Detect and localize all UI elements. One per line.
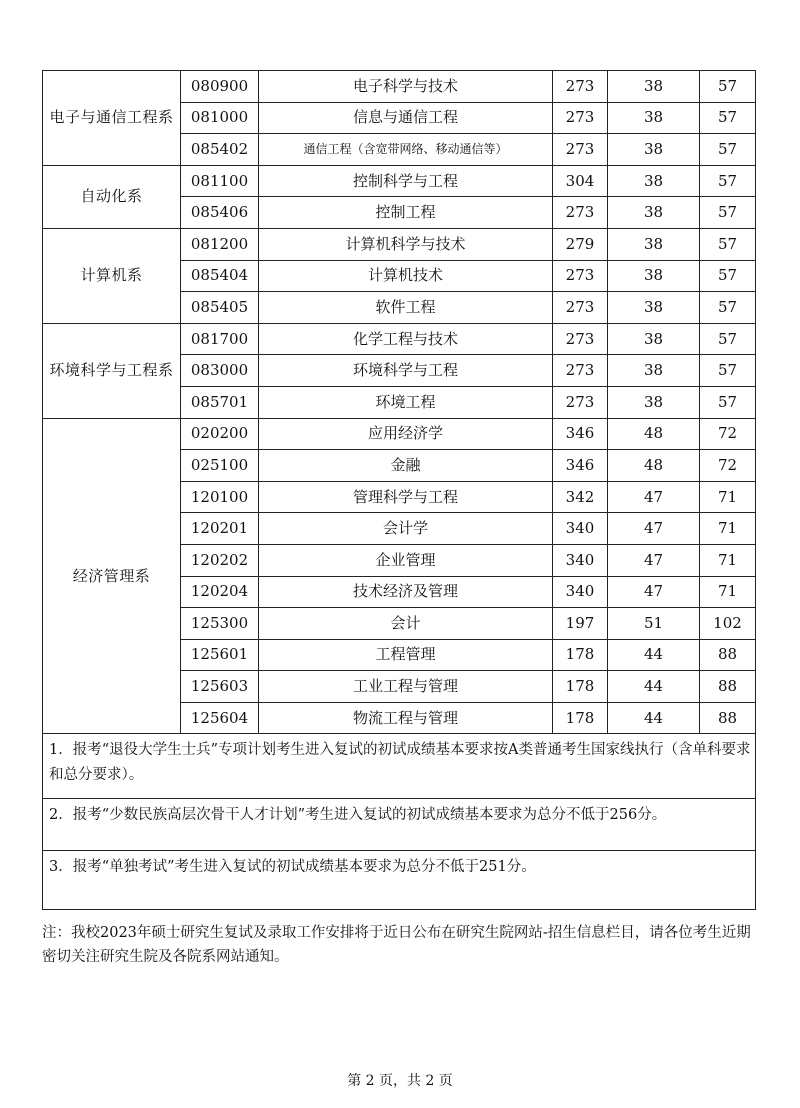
single-subject-over-100-cell: 57 xyxy=(700,323,756,355)
single-subject-over-100-cell: 71 xyxy=(700,513,756,545)
major-name-cell: 电子科学与技术 xyxy=(259,71,553,103)
single-subject-100-cell: 47 xyxy=(608,481,700,513)
major-name-cell: 物流工程与管理 xyxy=(259,702,553,734)
single-subject-over-100-cell: 88 xyxy=(700,671,756,703)
single-subject-100-cell: 38 xyxy=(608,355,700,387)
single-subject-over-100-cell: 72 xyxy=(700,450,756,482)
major-code-cell: 125601 xyxy=(181,639,259,671)
department-cell: 电子与通信工程系 xyxy=(43,71,181,166)
table-row xyxy=(43,323,756,355)
major-code-cell: 125604 xyxy=(181,702,259,734)
single-subject-100-cell: 44 xyxy=(608,671,700,703)
total-score-cell: 340 xyxy=(553,513,608,545)
note-text: 1．报考“退役大学生士兵”专项计划考生进入复试的初试成绩基本要求按A类普通考生国家线执行（含单科要求和总分要求）。 xyxy=(43,734,756,799)
footnote: 注：我校2023年硕士研究生复试及录取工作安排将于近日公布在研究生院网站-招生信息栏目，请各位考生近期密切关注研究生院及各院系网站通知。 xyxy=(42,925,751,965)
total-score-cell: 340 xyxy=(553,576,608,608)
major-code-cell: 083000 xyxy=(181,355,259,387)
major-name-cell: 环境工程 xyxy=(259,386,553,418)
major-name-cell: 软件工程 xyxy=(259,292,553,324)
major-name-cell: 应用经济学 xyxy=(259,418,553,450)
major-code-cell: 020200 xyxy=(181,418,259,450)
department-cell: 经济管理系 xyxy=(43,418,181,734)
total-score-cell: 273 xyxy=(553,386,608,418)
single-subject-100-cell: 48 xyxy=(608,418,700,450)
major-name-cell: 会计 xyxy=(259,608,553,640)
major-code-cell: 081000 xyxy=(181,102,259,134)
major-name-cell: 管理科学与工程 xyxy=(259,481,553,513)
single-subject-over-100-cell: 72 xyxy=(700,418,756,450)
total-score-cell: 304 xyxy=(553,165,608,197)
single-subject-over-100-cell: 88 xyxy=(700,702,756,734)
single-subject-100-cell: 38 xyxy=(608,197,700,229)
total-score-cell: 273 xyxy=(553,292,608,324)
major-code-cell: 120204 xyxy=(181,576,259,608)
major-code-cell: 081100 xyxy=(181,165,259,197)
note-text: 3．报考“单独考试”考生进入复试的初试成绩基本要求为总分不低于251分。 xyxy=(43,851,756,910)
total-score-cell: 178 xyxy=(553,639,608,671)
total-score-cell: 178 xyxy=(553,671,608,703)
total-score-cell: 197 xyxy=(553,608,608,640)
major-code-cell: 120100 xyxy=(181,481,259,513)
major-name-cell: 化学工程与技术 xyxy=(259,323,553,355)
note-text: 2．报考“少数民族高层次骨干人才计划”考生进入复试的初试成绩基本要求为总分不低于256分。 xyxy=(43,799,756,851)
total-score-cell: 273 xyxy=(553,355,608,387)
major-code-cell: 025100 xyxy=(181,450,259,482)
single-subject-over-100-cell: 57 xyxy=(700,260,756,292)
table-row xyxy=(43,228,756,260)
major-code-cell: 085402 xyxy=(181,134,259,166)
major-name-cell: 会计学 xyxy=(259,513,553,545)
major-code-cell: 125300 xyxy=(181,608,259,640)
total-score-cell: 342 xyxy=(553,481,608,513)
single-subject-100-cell: 51 xyxy=(608,608,700,640)
table-row xyxy=(43,418,756,450)
major-name-cell: 金融 xyxy=(259,450,553,482)
department-cell: 计算机系 xyxy=(43,228,181,323)
single-subject-100-cell: 38 xyxy=(608,323,700,355)
total-score-cell: 273 xyxy=(553,134,608,166)
total-score-cell: 346 xyxy=(553,418,608,450)
single-subject-over-100-cell: 57 xyxy=(700,71,756,103)
single-subject-100-cell: 38 xyxy=(608,134,700,166)
single-subject-over-100-cell: 57 xyxy=(700,165,756,197)
total-score-cell: 273 xyxy=(553,323,608,355)
single-subject-100-cell: 47 xyxy=(608,513,700,545)
total-score-cell: 279 xyxy=(553,228,608,260)
major-code-cell: 085405 xyxy=(181,292,259,324)
score-table xyxy=(42,70,756,910)
major-name-cell: 计算机科学与技术 xyxy=(259,228,553,260)
total-score-cell: 346 xyxy=(553,450,608,482)
single-subject-100-cell: 38 xyxy=(608,260,700,292)
single-subject-100-cell: 38 xyxy=(608,386,700,418)
total-score-cell: 273 xyxy=(553,197,608,229)
single-subject-100-cell: 38 xyxy=(608,292,700,324)
single-subject-100-cell: 38 xyxy=(608,228,700,260)
single-subject-100-cell: 38 xyxy=(608,71,700,103)
major-code-cell: 085404 xyxy=(181,260,259,292)
single-subject-100-cell: 38 xyxy=(608,165,700,197)
major-code-cell: 120202 xyxy=(181,544,259,576)
single-subject-over-100-cell: 102 xyxy=(700,608,756,640)
major-code-cell: 120201 xyxy=(181,513,259,545)
single-subject-over-100-cell: 57 xyxy=(700,228,756,260)
single-subject-over-100-cell: 88 xyxy=(700,639,756,671)
single-subject-100-cell: 44 xyxy=(608,639,700,671)
single-subject-over-100-cell: 57 xyxy=(700,355,756,387)
single-subject-100-cell: 47 xyxy=(608,576,700,608)
major-name-cell: 工业工程与管理 xyxy=(259,671,553,703)
note-row xyxy=(43,734,756,799)
page-number: 第 2 页，共 2 页 xyxy=(347,1073,453,1089)
single-subject-over-100-cell: 57 xyxy=(700,102,756,134)
table-body xyxy=(43,71,756,910)
single-subject-100-cell: 47 xyxy=(608,544,700,576)
total-score-cell: 273 xyxy=(553,71,608,103)
single-subject-100-cell: 48 xyxy=(608,450,700,482)
single-subject-over-100-cell: 71 xyxy=(700,481,756,513)
table-row xyxy=(43,71,756,103)
major-code-cell: 085406 xyxy=(181,197,259,229)
single-subject-over-100-cell: 57 xyxy=(700,386,756,418)
major-name-cell: 环境科学与工程 xyxy=(259,355,553,387)
total-score-cell: 340 xyxy=(553,544,608,576)
note-row xyxy=(43,851,756,910)
major-name-cell: 通信工程（含宽带网络、移动通信等） xyxy=(259,134,553,166)
single-subject-over-100-cell: 71 xyxy=(700,544,756,576)
major-code-cell: 125603 xyxy=(181,671,259,703)
table-row xyxy=(43,165,756,197)
total-score-cell: 273 xyxy=(553,102,608,134)
single-subject-over-100-cell: 57 xyxy=(700,197,756,229)
department-cell: 环境科学与工程系 xyxy=(43,323,181,418)
major-code-cell: 080900 xyxy=(181,71,259,103)
total-score-cell: 273 xyxy=(553,260,608,292)
major-name-cell: 技术经济及管理 xyxy=(259,576,553,608)
major-name-cell: 控制工程 xyxy=(259,197,553,229)
single-subject-over-100-cell: 71 xyxy=(700,576,756,608)
single-subject-over-100-cell: 57 xyxy=(700,292,756,324)
major-code-cell: 081200 xyxy=(181,228,259,260)
major-name-cell: 信息与通信工程 xyxy=(259,102,553,134)
department-cell: 自动化系 xyxy=(43,165,181,228)
major-name-cell: 计算机技术 xyxy=(259,260,553,292)
note-row xyxy=(43,799,756,851)
total-score-cell: 178 xyxy=(553,702,608,734)
single-subject-100-cell: 38 xyxy=(608,102,700,134)
major-name-cell: 企业管理 xyxy=(259,544,553,576)
single-subject-100-cell: 44 xyxy=(608,702,700,734)
major-name-cell: 工程管理 xyxy=(259,639,553,671)
major-code-cell: 085701 xyxy=(181,386,259,418)
major-code-cell: 081700 xyxy=(181,323,259,355)
major-name-cell: 控制科学与工程 xyxy=(259,165,553,197)
single-subject-over-100-cell: 57 xyxy=(700,134,756,166)
